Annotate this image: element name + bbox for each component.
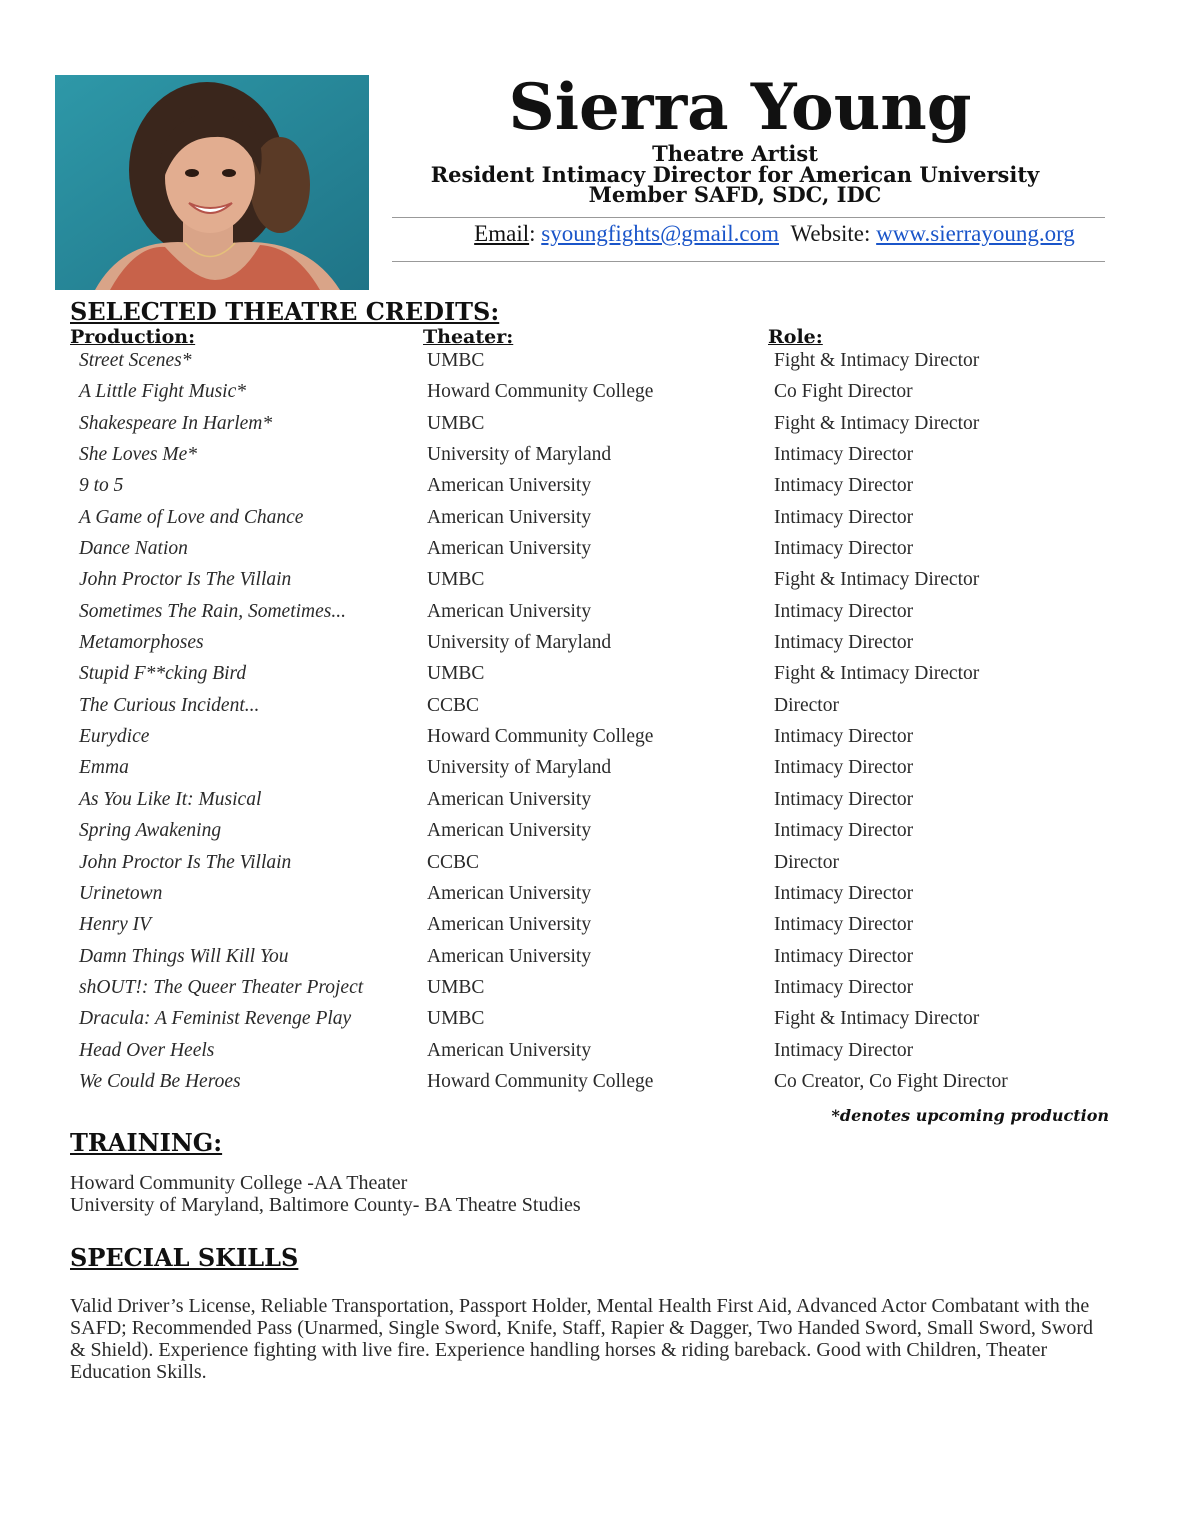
credit-production: As You Like It: Musical — [79, 788, 262, 810]
credit-production: Dance Nation — [79, 538, 188, 560]
credit-row — [0, 377, 1179, 408]
role-column-header: Role: — [768, 326, 823, 348]
header-divider-top — [392, 217, 1105, 218]
credit-theater: American University — [427, 788, 592, 810]
credit-theater: UMBC — [427, 569, 485, 591]
credit-production: Shakespeare In Harlem* — [79, 412, 273, 434]
credit-production: Sometimes The Rain, Sometimes... — [79, 600, 347, 622]
credit-row — [0, 942, 1179, 973]
credit-theater: American University — [427, 1039, 592, 1061]
credit-role: Intimacy Director — [774, 914, 914, 936]
credit-theater: CCBC — [427, 851, 480, 873]
credit-row — [0, 973, 1179, 1004]
credit-role: Intimacy Director — [774, 976, 914, 998]
credit-theater: American University — [427, 475, 592, 497]
credit-theater: Howard Community College — [427, 1070, 654, 1092]
credit-row — [0, 440, 1179, 471]
credit-production: Henry IV — [79, 914, 152, 936]
credit-production: shOUT!: The Queer Theater Project — [79, 976, 364, 998]
name-heading: Sierra Young — [508, 70, 972, 145]
credit-row — [0, 691, 1179, 722]
skills-section-title: SPECIAL SKILLS — [70, 1243, 299, 1272]
credit-theater: UMBC — [427, 663, 485, 685]
credit-role: Intimacy Director — [774, 788, 914, 810]
training-item: Howard Community College -AA Theater — [70, 1172, 408, 1194]
credit-role: Intimacy Director — [774, 1039, 914, 1061]
credit-role: Director — [774, 694, 839, 716]
credit-theater: Howard Community College — [427, 381, 654, 403]
credit-production: Damn Things Will Kill You — [79, 945, 289, 967]
credit-role: Fight & Intimacy Director — [774, 350, 980, 371]
credit-role: Intimacy Director — [774, 757, 914, 779]
credit-theater: American University — [427, 945, 592, 967]
credit-theater: UMBC — [427, 412, 485, 434]
credit-theater: UMBC — [427, 1008, 485, 1030]
website-label: Website: — [790, 221, 871, 246]
credit-production: John Proctor Is The Villain — [79, 569, 292, 591]
credit-production: A Game of Love and Chance — [79, 506, 304, 528]
credits-table — [0, 346, 1179, 1098]
credit-theater: American University — [427, 538, 592, 560]
theater-column-header: Theater: — [423, 326, 514, 348]
credit-row — [0, 1036, 1179, 1067]
credit-theater: American University — [427, 882, 592, 904]
credit-theater: American University — [427, 914, 592, 936]
credit-production: We Could Be Heroes — [79, 1070, 241, 1092]
credit-theater: American University — [427, 506, 592, 528]
credit-theater: Howard Community College — [427, 726, 654, 748]
credit-role: Intimacy Director — [774, 506, 914, 528]
credit-row — [0, 785, 1179, 816]
website-link[interactable]: www.sierrayoung.org — [876, 221, 1075, 246]
credit-role: Fight & Intimacy Director — [774, 412, 980, 434]
membership-line: Member SAFD, SDC, IDC — [588, 182, 882, 207]
credit-row — [0, 471, 1179, 502]
production-column-header: Production: — [70, 326, 196, 348]
email-label: Email — [474, 221, 530, 246]
credit-row — [0, 628, 1179, 659]
credit-production: The Curious Incident... — [79, 694, 260, 716]
credit-theater: American University — [427, 820, 592, 842]
credit-production: Spring Awakening — [79, 820, 222, 842]
credit-production: Street Scenes* — [79, 350, 192, 371]
credit-role: Co Creator, Co Fight Director — [774, 1070, 1008, 1092]
credit-role: Intimacy Director — [774, 444, 914, 466]
credit-production: Urinetown — [79, 882, 163, 904]
credit-production: Head Over Heels — [79, 1039, 215, 1061]
credit-role: Intimacy Director — [774, 820, 914, 842]
credit-production: John Proctor Is The Villain — [79, 851, 292, 873]
credit-row — [0, 848, 1179, 879]
credit-row — [0, 879, 1179, 910]
credit-role: Fight & Intimacy Director — [774, 663, 980, 685]
credit-role: Director — [774, 851, 839, 873]
upcoming-footnote: *denotes upcoming production — [831, 1106, 1109, 1125]
credit-row — [0, 659, 1179, 690]
credit-theater: UMBC — [427, 350, 485, 371]
credit-theater: University of Maryland — [427, 632, 612, 654]
credit-production: 9 to 5 — [79, 475, 124, 497]
credit-role: Fight & Intimacy Director — [774, 569, 980, 591]
credit-theater: CCBC — [427, 694, 480, 716]
header-divider-bottom — [392, 261, 1105, 262]
credit-row — [0, 1004, 1179, 1035]
credit-role: Intimacy Director — [774, 600, 914, 622]
credit-production: She Loves Me* — [79, 444, 198, 466]
credit-role: Co Fight Director — [774, 381, 913, 403]
credit-theater: American University — [427, 600, 592, 622]
credit-role: Intimacy Director — [774, 726, 914, 748]
credit-role: Intimacy Director — [774, 632, 914, 654]
credit-role: Intimacy Director — [774, 945, 914, 967]
credit-production: Stupid F**cking Bird — [79, 663, 247, 685]
skills-text: Valid Driver’s License, Reliable Transportation, Passport Holder, Mental Health First Aid, Advanced Actor Combatant with the SAFD; Recommended Pass (Unarmed, Single Sword, Knife, Staff, Rapier & Dagger, Two Handed Sword, Small Sword, Sword & Shield). Experience fighting with live fire. Experience handling horses & riding bareback. Good with Children, Theater Education Skills. — [70, 1295, 1094, 1383]
training-item: University of Maryland, Baltimore County- BA Theatre Studies — [70, 1194, 581, 1216]
credit-row — [0, 597, 1179, 628]
credit-production: Dracula: A Feminist Revenge Play — [79, 1008, 352, 1030]
contact-line: Email: syoungfights@gmail.com Website: www.sierrayoung.org — [474, 221, 1075, 246]
headshot-photo — [55, 75, 369, 290]
credit-row — [0, 910, 1179, 941]
credit-row — [0, 346, 1179, 377]
credit-row — [0, 503, 1179, 534]
credit-role: Intimacy Director — [774, 538, 914, 560]
credit-theater: University of Maryland — [427, 757, 612, 779]
credit-theater: UMBC — [427, 976, 485, 998]
credit-row — [0, 722, 1179, 753]
subtitle: Theatre Artist — [652, 141, 818, 166]
credit-row — [0, 565, 1179, 596]
position-line: Resident Intimacy Director for American University — [430, 162, 1040, 187]
credits-section-title: SELECTED THEATRE CREDITS: — [70, 297, 500, 326]
email-link[interactable]: syoungfights@gmail.com — [541, 221, 779, 246]
credit-theater: University of Maryland — [427, 444, 612, 466]
credit-production: A Little Fight Music* — [79, 381, 247, 403]
credit-role: Fight & Intimacy Director — [774, 1008, 980, 1030]
credit-row — [0, 753, 1179, 784]
credit-production: Metamorphoses — [79, 632, 204, 654]
credit-production: Eurydice — [79, 726, 150, 748]
credit-row — [0, 409, 1179, 440]
credit-role: Intimacy Director — [774, 475, 914, 497]
credit-row — [0, 534, 1179, 565]
credit-row — [0, 1067, 1179, 1098]
credit-role: Intimacy Director — [774, 882, 914, 904]
credit-production: Emma — [79, 757, 129, 779]
credit-row — [0, 816, 1179, 847]
training-section-title: TRAINING: — [70, 1128, 223, 1157]
